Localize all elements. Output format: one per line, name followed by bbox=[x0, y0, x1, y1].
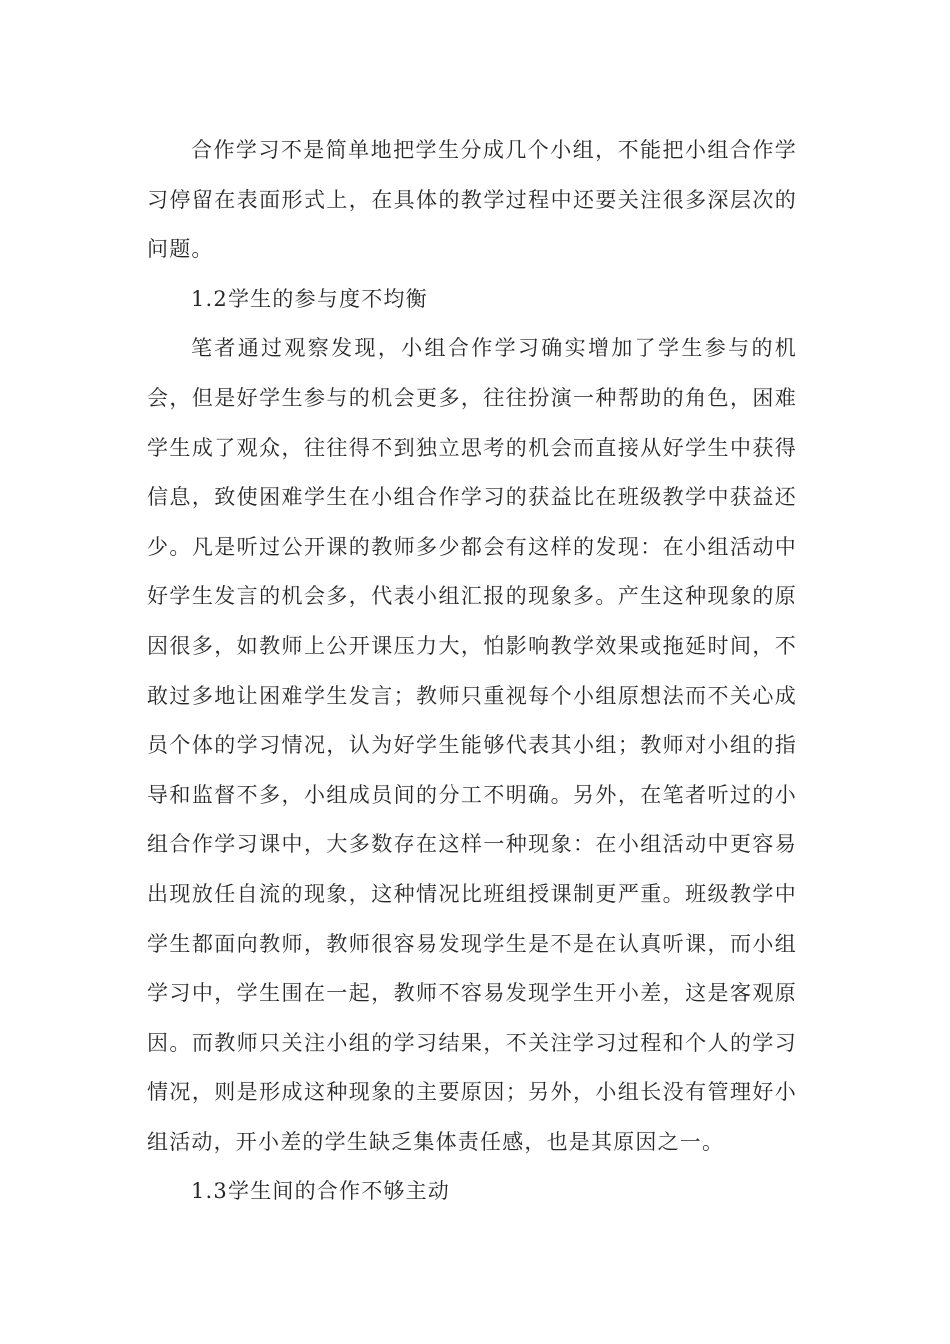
document-body bbox=[147, 126, 797, 1217]
section-heading-1-2: 1.2学生的参与度不均衡 bbox=[191, 286, 428, 311]
paragraph-cooperative-learning-intro: 合作学习不是简单地把学生分成几个小组，不能把小组合作学习停留在表面形式上，在具体的教学过程中还要关注很多深层次的问题。 bbox=[147, 138, 797, 262]
paragraph-participation-imbalance: 笔者通过观察发现，小组合作学习确实增加了学生参与的机会，但是好学生参与的机会更多，往往扮演一种帮助的角色，困难学生成了观众，往往得不到独立思考的机会而直接从好学生中获得信息，致使困难学生在小组合作学习的获益比在班级教学中获益还少。凡是听过公开课的教师多少都会有这样的发现：在小组活动中好学生发言的机会多，代表小组汇报的现象多。产生这种现象的原因很多，如教师上公开课压力大，怕影响教学效果或拖延时间，不敢过多地让困难学生发言；教师只重视每个小组原想法而不关心成员个体的学习情况，认为好学生能够代表其小组；教师对小组的指导和监督不多，小组成员间的分工不明确。另外，在笔者听过的小组合作学习课中，大多数存在这样一种现象：在小组活动中更容易出现放任自流的现象，这种情况比班组授课制更严重。班级教学中学生都面向教师，教师很容易发现学生是不是在认真听课，而小组学习中，学生围在一起，教师不容易发现学生开小差，这是客观原因。而教师只关注小组的学习结果，不关注学习过程和个人的学习情况，则是形成这种现象的主要原因；另外，小组长没有管理好小组活动，开小差的学生缺乏集体责任感，也是其原因之一。 bbox=[147, 336, 797, 1154]
section-heading-1-3: 1.3学生间的合作不够主动 bbox=[191, 1179, 450, 1204]
